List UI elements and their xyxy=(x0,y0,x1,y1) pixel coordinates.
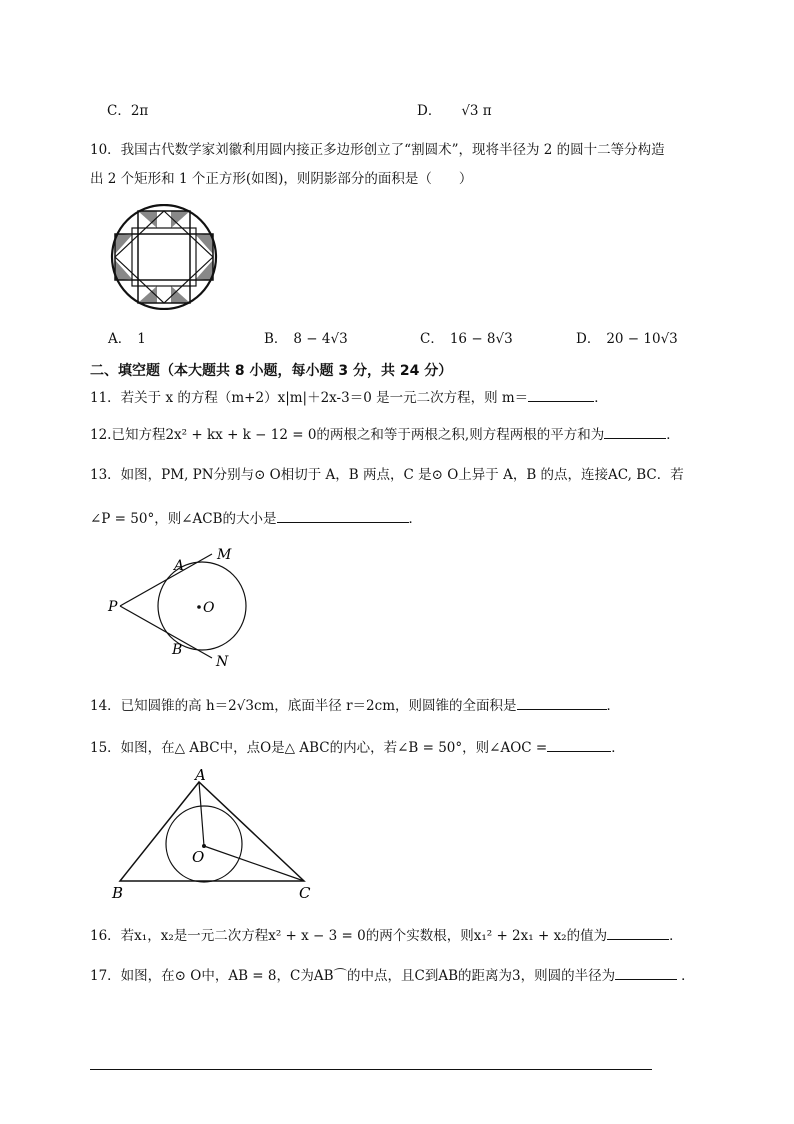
q15-figure xyxy=(108,766,318,904)
option-label: D． xyxy=(417,103,442,119)
label-c: C xyxy=(299,884,311,902)
option-value: 1 xyxy=(137,331,146,347)
label-b: B xyxy=(112,884,124,902)
question-end: ． xyxy=(666,427,680,443)
q17 xyxy=(90,965,695,985)
option-label: A． xyxy=(108,331,132,347)
q10-option-c xyxy=(420,330,513,348)
question-text: 15．如图，在△ ABC中，点O是△ ABC的内心，若∠B = 50°，则∠AOC = xyxy=(90,740,548,756)
option-label: B． xyxy=(264,331,288,347)
label-b: B xyxy=(172,642,183,658)
q15 xyxy=(90,737,625,757)
question-text: 17．如图，在⊙ O中，AB = 8，C为AB⌒的中点，且C到AB的距离为3，则圆的半径为 xyxy=(90,968,616,984)
answer-blank[interactable] xyxy=(607,925,669,940)
question-end: ． xyxy=(611,740,625,756)
q13-line1: 13．如图，PM, PN分别与⊙ O相切于 A，B 两点，C 是⊙ O上异于 A，B 的点，连接AC, BC．若 xyxy=(90,467,684,483)
q16 xyxy=(90,925,683,945)
label-p: P xyxy=(108,599,118,615)
question-text: 11．若关于 x 的方程（m+2）x|m|＋2x-3＝0 是一元二次方程，则 m＝ xyxy=(90,390,529,406)
shaded-triangles xyxy=(115,211,213,303)
circle xyxy=(112,205,216,309)
tangent-pn xyxy=(120,606,212,658)
question-end: ． xyxy=(606,698,621,714)
answer-blank[interactable] xyxy=(604,424,666,439)
segment-oc xyxy=(204,846,304,881)
option-label: C． xyxy=(420,331,444,347)
option-label: D． xyxy=(576,331,601,347)
question-end: ． xyxy=(408,511,423,527)
rectangle-horizontal xyxy=(115,234,213,280)
option-value: √3 π xyxy=(461,103,492,119)
question-end: ． xyxy=(681,968,695,984)
option-value: 2π xyxy=(130,103,149,119)
question-text: 14．已知圆锥的高 h＝2√3cm，底面半径 r＝2cm，则圆锥的全面积是 xyxy=(90,698,517,714)
q12 xyxy=(90,424,680,444)
question-text: 12.已知方程2x² + kx + k − 12 = 0的两根之和等于两根之积,则方程两根的平方和为 xyxy=(90,427,605,443)
label-o: O xyxy=(203,600,215,616)
q13-figure xyxy=(104,542,254,672)
q10-option-a xyxy=(108,330,146,348)
option-value: 20 − 10√3 xyxy=(606,331,678,347)
q10-figure xyxy=(108,204,220,310)
option-value: 8 − 4√3 xyxy=(293,331,348,347)
q9-option-c xyxy=(107,102,148,120)
q14 xyxy=(90,695,620,715)
label-a: A xyxy=(174,558,185,574)
q10-text-line1: 10．我国古代数学家刘徽利用圆内接正多边形创立了“割圆术”，现将半径为 2 的圆十二等分构造 xyxy=(90,142,665,158)
q10-option-b xyxy=(264,330,348,348)
q10-text-line2: 出 2 个矩形和 1 个正方形(如图)，则阴影部分的面积是（ ） xyxy=(90,171,473,187)
q11 xyxy=(90,387,608,407)
center-dot xyxy=(197,605,201,609)
footer-rule xyxy=(90,1069,652,1070)
answer-blank[interactable] xyxy=(517,695,607,710)
question-text: 16．若x₁，x₂是一元二次方程x² + x − 3 = 0的两个实数根，则x₁² + 2x₁ + x₂的值为 xyxy=(90,928,608,944)
circle-o xyxy=(158,562,246,650)
option-label: C． xyxy=(107,103,131,119)
label-o: O xyxy=(192,848,205,866)
answer-blank[interactable] xyxy=(528,387,594,402)
answer-blank[interactable] xyxy=(615,965,677,980)
tangent-pm xyxy=(120,554,212,606)
label-m: M xyxy=(217,547,232,563)
label-n: N xyxy=(216,654,229,670)
answer-blank[interactable] xyxy=(277,508,409,523)
q9-option-d xyxy=(417,102,492,120)
option-value: 16 − 8√3 xyxy=(449,331,513,347)
segment-ao xyxy=(199,782,204,846)
section-heading: 二、填空题（本大题共 8 小题，每小题 3 分，共 24 分） xyxy=(90,363,453,379)
question-end: ． xyxy=(669,928,683,944)
answer-blank[interactable] xyxy=(547,737,611,752)
inner-diamond xyxy=(115,211,213,303)
rectangle-vertical xyxy=(138,211,190,303)
label-a: A xyxy=(195,766,206,784)
question-end: ． xyxy=(594,390,608,406)
triangle-abc xyxy=(120,782,304,881)
square xyxy=(132,228,196,286)
question-text: ∠P = 50°，则∠ACB的大小是 xyxy=(90,511,277,527)
q10-option-d xyxy=(576,330,678,348)
q13-line2 xyxy=(90,508,422,528)
